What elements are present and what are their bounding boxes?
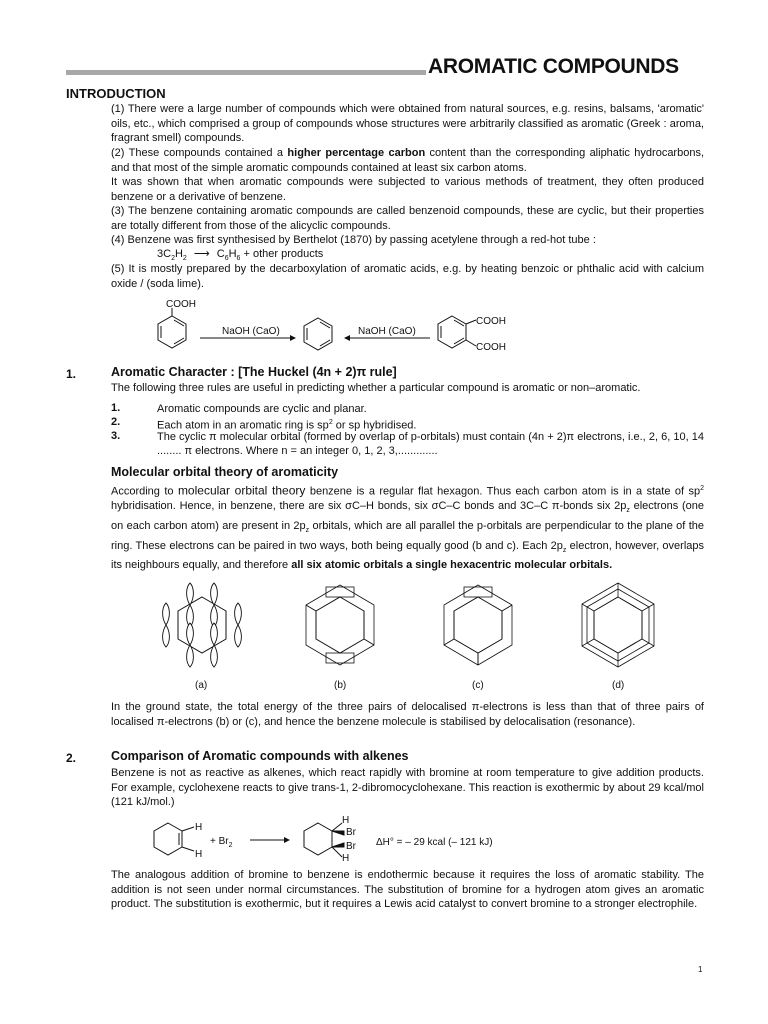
orbital-fig-d — [582, 583, 654, 667]
benzene-orbital-figures — [0, 580, 768, 690]
section-2-number: 2. — [66, 751, 77, 765]
intro-heading: INTRODUCTION — [66, 86, 166, 101]
product-h-bottom: H — [342, 853, 350, 864]
section-2-para-2: The analogous addition of bromine to benzene is endothermic because it requires the loss of aromatic stability. The addition is not seen under normal circumstances. The substitution of bromine for a hydrogen atom gives an aromatic product. The substitution is exothermic, but it requires a Lewis acid catalyst to convert bromine to a stronger electrophile. — [111, 869, 704, 910]
mo-theory-paragraph: According to molecular orbital theory benzene is a regular flat hexagon. Thus each carbon atom is in a state of $sp^2$ hybridisation. Hence, in benzene, there are six σC–H bonds, six σC–C bonds and 3C–C π-bonds six $2p_z$ electrons (one on each carbon atom) are present in $2p_z$ orbitals, which are all parallel the p-orbitals are perpendicular to the plane of the ring. These electrons can be paired in two ways, both being equally good (b and c). Each $2p_z$ electron, however, overlaps its neighbours equally, and therefore all six atomic orbitals a single hexacentric molecular orbitals. — [111, 483, 704, 572]
intro-para-2b: It was shown that when aromatic compounds were subjected to various methods of treatment, they often produced benzene or a derivative of benzene. — [111, 176, 704, 203]
phthalic-acid-structure — [438, 316, 476, 348]
rule-3-text: The cyclic π molecular orbital (formed by overlap of p-orbitals) must contain (4n + 2)π electrons, i.e., 2, 6, 10, 14 ........ π electrons. Where n = an integer 0, 1, 2, 3,............. — [157, 431, 704, 457]
page-title: AROMATIC COMPOUNDS — [428, 55, 679, 78]
benzoic-acid-structure — [158, 308, 186, 348]
rule-1-number: 1. — [111, 402, 121, 414]
section-1-lead: The following three rules are useful in predicting whether a particular compound is aromatic or non–aromatic. — [111, 382, 641, 394]
reactant-h-bottom: H — [195, 849, 203, 860]
intro-para-5: (5) It is mostly prepared by the decarboxylation of aromatic acids, e.g. by heating benzoic or phthalic acid with calcium oxide / (soda lime). — [111, 263, 704, 290]
decarboxylation-scheme — [0, 296, 768, 366]
arrow1-label: NaOH (CaO) — [222, 326, 280, 337]
dibromocyclohexane-structure — [304, 823, 344, 857]
section-2-para-1: Benzene is not as reactive as alkenes, which react rapidly with bromine at room temperature to give addition products. For example, cyclohexene reacts to give trans-1, 2-dibromocyclohexane. This reaction is exothermic by about 29 kcal/mol (121 kJ/mol.) — [111, 767, 704, 808]
enthalpy-label: ΔH° = – 29 kcal (– 121 kJ) — [376, 837, 493, 848]
reaction-arrow: ⟶ — [193, 248, 210, 260]
bromine-reagent: + $Br_2$ — [210, 836, 233, 849]
reactant-h-top: H — [195, 822, 203, 833]
orbital-fig-c — [444, 585, 512, 665]
cyclohexene-structure — [154, 823, 194, 855]
intro-para-2: (2) These compounds contained a higher percentage carbon content than the corresponding aliphatic hydrocarbons, and that most of the simple aromatic compounds contained at least six carbon atoms. — [111, 147, 705, 174]
phthalic-cooh-top: COOH — [476, 316, 506, 327]
fig-label-c: (c) — [472, 680, 484, 691]
berthelot-equation: $3C_2H_2$ ⟶ $C_6H_6$ + other products — [157, 248, 324, 263]
phthalic-cooh-bottom: COOH — [476, 342, 506, 353]
mo-theory-heading: Molecular orbital theory of aromaticity — [111, 465, 339, 479]
orbital-fig-b — [306, 585, 374, 665]
orbital-fig-a — [163, 583, 242, 667]
fig-label-d: (d) — [612, 680, 625, 691]
arrow2-label: NaOH (CaO) — [358, 326, 416, 337]
ground-state-paragraph: In the ground state, the total energy of the three pairs of delocalised π-electrons is less than that of three pairs of localised π-electrons (b) or (c), and hence the benzene molecule is stabilised by delocalisation (resonance). — [111, 701, 704, 728]
fig-label-b: (b) — [334, 680, 347, 691]
fig-label-a: (a) — [195, 680, 208, 691]
benzoic-cooh-label: COOH — [166, 299, 196, 310]
bromination-reaction — [0, 815, 768, 870]
rule-3-number: 3. — [111, 430, 121, 442]
intro-para-3: (3) The benzene containing aromatic compounds are called benzenoid compounds, these are cyclic, but their properties are totally different from those of the alicyclic compounds. — [111, 205, 704, 232]
title-rule — [66, 70, 426, 75]
benzene-structure — [304, 318, 332, 350]
page-marker: 1 — [698, 965, 703, 974]
section-1-number: 1. — [66, 367, 77, 381]
rule-2-number: 2. — [111, 416, 121, 428]
product-h-top: H — [342, 815, 350, 826]
section-2-title: Comparison of Aromatic compounds with alkenes — [111, 749, 409, 763]
intro-para-4: (4) Benzene was first synthesised by Berthelot (1870) by passing acetylene through a red-hot tube : — [111, 234, 596, 246]
rule-2-text: Each atom in an aromatic ring is $sp^2$ or sp hybridised. — [157, 419, 417, 432]
section-1-title: Aromatic Character : [The Huckel (4n + 2)π rule] — [111, 365, 397, 379]
rule-1-text: Aromatic compounds are cyclic and planar. — [157, 403, 367, 415]
intro-para-1: (1) There were a large number of compounds which were obtained from natural sources, e.g. resins, balsams, 'aromatic' oils, etc., which comprised a group of compounds whose structures were arbitrarily classified as aromatic (Greek : aroma, fragrant smell) compounds. — [111, 103, 704, 144]
product-br-1: Br — [346, 827, 356, 838]
product-br-2: Br — [346, 841, 356, 852]
